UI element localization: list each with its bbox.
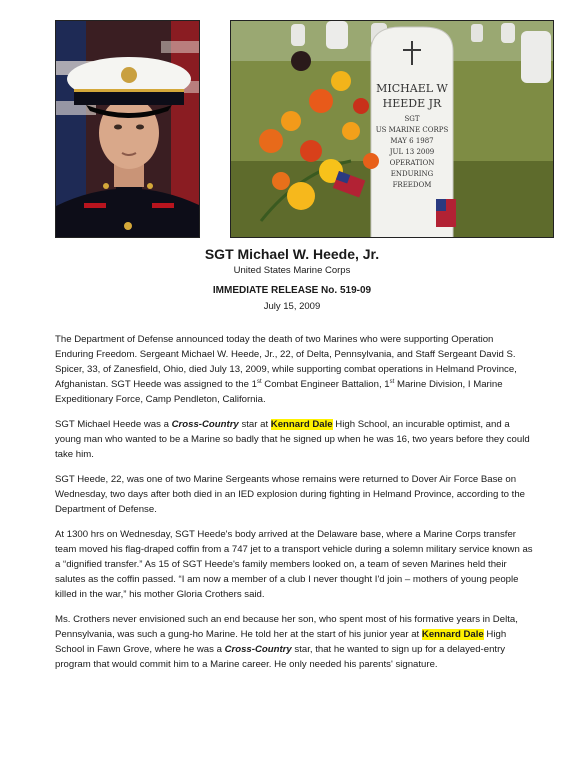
- headstone-freedom: FREEDOM: [392, 181, 432, 189]
- p5-text-c: star, that he wanted to sign up for a delayed-entry program that would commit him to a Marine career. He only needed his parents' signature.: [55, 644, 506, 670]
- gravesite-photo: [230, 20, 554, 238]
- p2-highlight: Kennard Dale: [270, 419, 333, 430]
- paragraph-5: [55, 612, 533, 672]
- p1-text-c: Marine Division, I Marine Expeditionary Force, Camp Pendleton, California.: [55, 379, 503, 405]
- paragraph-1: [55, 332, 533, 407]
- p2-emphasis: Cross-Country: [171, 419, 239, 430]
- p2-text-c: High School, an incurable optimist, and a young man who wanted to be a Marine so badly that he signed up when he was 16, two years before they could take him.: [55, 419, 530, 460]
- p2-text-a: SGT Michael Heede was a: [55, 419, 172, 430]
- paragraph-4: At 1300 hrs on Wednesday, SGT Heede's body arrived at the Delaware base, where a Marine Corps transfer team moved his flag-draped coffin from a 747 jet to a transport vehicle during a solemn military service known as a “dignified transfer.” As 15 of SGT Heede's family members looked on, a team of seven Marines held their salutes as the coffin passed. “I am now a member of a club I never thought I'd join – mothers of young people killed in the war,” his mother Gloria Crothers said.: [55, 529, 533, 600]
- headstone-operation: OPERATION: [389, 159, 435, 167]
- p2-text-b: star at: [238, 419, 271, 430]
- paragraph-2: [55, 417, 533, 462]
- release-number: IMMEDIATE RELEASE No. 519-09: [212, 285, 372, 296]
- article-body: [55, 332, 533, 682]
- headstone-name-line1: MICHAEL W: [376, 82, 448, 95]
- headstone-enduring: ENDURING: [390, 170, 434, 178]
- p5-emphasis: Cross-Country: [224, 644, 292, 655]
- p5-text-b: High School in Fawn Grove, where he was a: [55, 629, 507, 655]
- p1-sup-1: st: [256, 378, 262, 385]
- headstone-name-line2: HEEDE JR: [382, 97, 442, 110]
- headstone-branch: US MARINE CORPS: [375, 126, 449, 134]
- branch-subtitle: United States Marine Corps: [233, 265, 351, 276]
- p5-highlight: Kennard Dale: [421, 629, 484, 640]
- portrait-photo: [55, 20, 200, 238]
- p1-text-a: The Department of Defense announced today the death of two Marines who were supporting Operation Enduring Freedom. Sergeant Michael W. Heede, Jr., 22, of Delta, Pennsylvania, and Staff Sergeant David S. Spicer, 33, of Zanesfield, Ohio, died July 13, 2009, while supporting combat operations in Helmand Province, Afghanistan. SGT Heede was assigned to the 1: [55, 334, 517, 390]
- headstone-birth: MAY 6 1987: [390, 137, 434, 145]
- gravesite-illustration: [231, 21, 554, 238]
- headstone-death: JUL 13 2009: [389, 148, 435, 156]
- american-flag-right: [436, 199, 456, 227]
- p1-text-b: Combat Engineer Battalion, 1: [261, 379, 390, 390]
- headstone-rank: SGT: [404, 115, 420, 123]
- p1-sup-2: st: [389, 378, 395, 385]
- page-title: SGT Michael W. Heede, Jr.: [204, 246, 380, 262]
- release-date: July 15, 2009: [263, 301, 321, 312]
- portrait-illustration: [56, 21, 200, 238]
- paragraph-3: SGT Heede, 22, was one of two Marine Sergeants whose remains were returned to Dover Air Force Base on Wednesday, two days after both died in an IED explosion during fighting in Helmand Province, according to the Department of Defense.: [55, 474, 526, 515]
- p5-text-a: Ms. Crothers never envisioned such an end because her son, who spent most of his formative years in Delta, Pennsylvania, was such a gung-ho Marine. He told her at the start of his junior year at: [55, 614, 518, 640]
